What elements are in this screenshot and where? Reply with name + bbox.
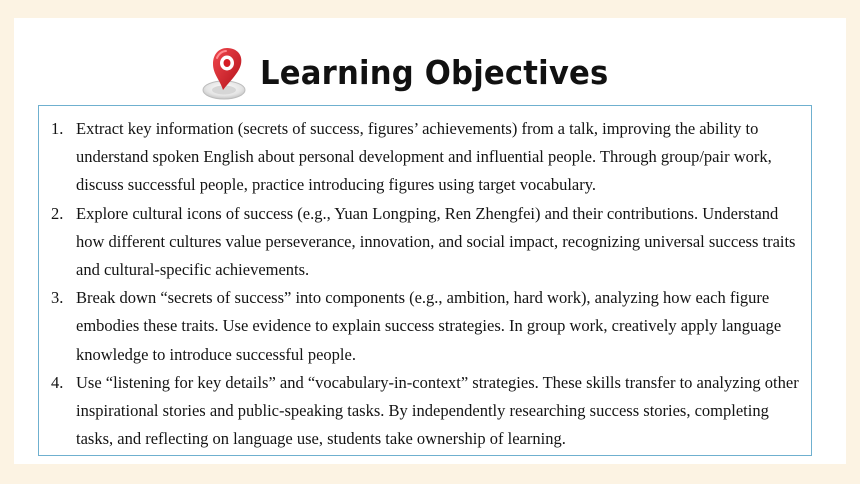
objective-item bbox=[51, 284, 801, 369]
objectives-list bbox=[51, 115, 801, 453]
objective-text: Use “listening for key details” and “vocabulary-in-context” strategies. These skills transfer to analyzing other inspirational stories and public-speaking tasks. By independently researching success stories, completing tasks, and reflecting on language use, students take ownership of learning. bbox=[76, 372, 799, 449]
objective-number: 2. bbox=[51, 203, 64, 223]
objective-text: Explore cultural icons of success (e.g., Yuan Longping, Ren Zhengfei) and their contributions. Understand how different cultures value perseverance, innovation, and social impact, recognizing universal success traits and cultural-specific achievements. bbox=[76, 203, 796, 280]
objective-number: 4. bbox=[51, 372, 64, 392]
objective-number: 3. bbox=[51, 288, 64, 308]
objective-item bbox=[51, 200, 801, 285]
page-title: Learning Objectives bbox=[260, 52, 609, 92]
objective-text: Extract key information (secrets of success, figures’ achievements) from a talk, improving the ability to understand spoken English about personal development and influential people. Through group/pair work, discuss successful people, practice introducing figures using target vocabulary. bbox=[76, 119, 772, 195]
objectives-box bbox=[38, 105, 812, 456]
objective-item bbox=[51, 369, 801, 454]
title-row bbox=[200, 42, 635, 102]
objective-number: 1. bbox=[51, 119, 64, 138]
objective-text: Break down “secrets of success” into components (e.g., ambition, hard work), analyzing how each figure embodies these traits. Use evidence to explain success strategies. In group work, creatively apply language knowledge to introduce successful people. bbox=[76, 288, 782, 364]
objective-item bbox=[51, 115, 801, 200]
location-pin-icon bbox=[200, 42, 258, 102]
